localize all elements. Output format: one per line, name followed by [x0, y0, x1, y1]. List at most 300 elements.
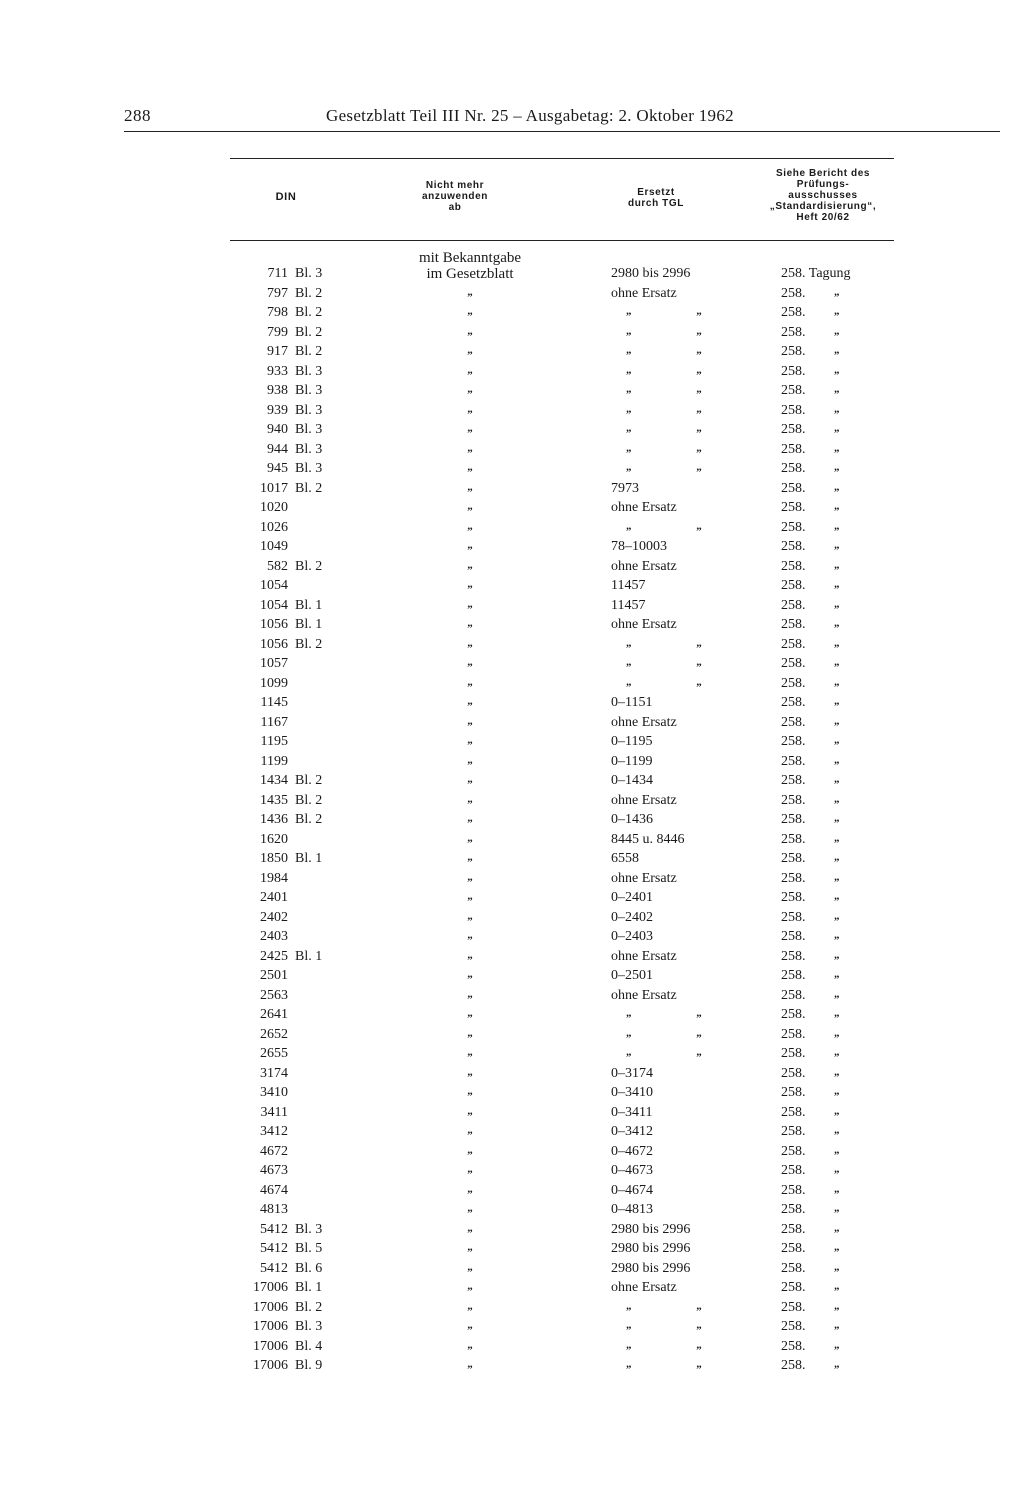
ersetzt-value: „ „ [626, 519, 733, 532]
session-value: 258. [781, 1260, 806, 1276]
ersetzt-value: 0–4674 [611, 1182, 653, 1198]
din-sheet: Bl. 1 [295, 851, 323, 866]
din-number: 4813 [260, 1202, 288, 1217]
session-ditto: „ [834, 558, 840, 571]
ersetzt-value: 0–1151 [611, 695, 653, 710]
din-sheet: Bl. 4 [295, 1338, 323, 1354]
table-row [0, 656, 1024, 676]
din-sheet: Bl. 2 [295, 344, 323, 359]
nicht-mehr-value: „ [467, 558, 473, 571]
table-row [0, 1358, 1024, 1378]
session-value: 258. [781, 968, 806, 983]
din-number: 1026 [260, 519, 288, 535]
table-row [0, 344, 1024, 364]
table-row [0, 812, 1024, 832]
ersetzt-value: „ „ [626, 1338, 733, 1351]
table-row [0, 793, 1024, 813]
ersetzt-value: 2980 bis 2996 [611, 266, 691, 281]
ersetzt-value: 0–2403 [611, 929, 653, 944]
din-sheet: Bl. 2 [295, 773, 323, 788]
session-ditto: „ [834, 1202, 840, 1214]
running-head: Gesetzblatt Teil III Nr. 25 – Ausgabetag: 2. Oktober 1962 [326, 106, 734, 125]
din-sheet: Bl. 3 [295, 1319, 323, 1334]
session-ditto: „ [834, 1085, 840, 1097]
din-number: 933 [267, 363, 288, 379]
table-row [0, 1280, 1024, 1300]
session-ditto: „ [834, 402, 840, 415]
table-row [0, 286, 1024, 306]
ersetzt-value: „ „ [626, 402, 733, 415]
session-ditto: „ [834, 500, 840, 512]
ersetzt-value: „ „ [626, 344, 733, 356]
session-ditto: „ [834, 1163, 840, 1175]
din-number: 5412 [260, 1241, 288, 1256]
ersetzt-value: ohne Ersatz [611, 285, 677, 301]
din-number: 1984 [260, 870, 288, 886]
nicht-mehr-value: „ [467, 870, 473, 883]
din-sheet: Bl. 3 [295, 363, 323, 379]
table-row [0, 598, 1024, 618]
ersetzt-value: „ „ [626, 383, 733, 395]
session-value: 258. [781, 1026, 806, 1042]
session-value: 258. [781, 480, 806, 496]
din-number: 1099 [260, 675, 288, 691]
nicht-mehr-value: „ [467, 1143, 473, 1156]
nicht-mehr-value: „ [467, 1319, 473, 1331]
session-value: 258. [781, 363, 806, 379]
din-number: 1020 [260, 500, 288, 515]
nicht-mehr-value: „ [467, 402, 473, 415]
session-ditto: „ [834, 695, 840, 707]
din-number: 1195 [260, 734, 288, 749]
din-number: 4673 [260, 1163, 288, 1178]
session-value: 258. [781, 402, 806, 418]
table-row [0, 1007, 1024, 1027]
ersetzt-value: „ „ [626, 1319, 733, 1331]
table-row [0, 1183, 1024, 1203]
session-value: 258. [781, 1241, 806, 1256]
session-ditto: „ [834, 422, 840, 434]
nicht-mehr-value: „ [467, 909, 473, 922]
ersetzt-value: 2980 bis 2996 [611, 1241, 691, 1256]
session-value: 258. [781, 461, 806, 476]
session-ditto: „ [834, 1280, 840, 1292]
nicht-mehr-value: „ [467, 812, 473, 824]
din-sheet: Bl. 1 [295, 597, 323, 613]
session-ditto: „ [834, 968, 840, 980]
session-value: 258. [781, 831, 806, 847]
nicht-mehr-value: „ [467, 773, 473, 785]
session-value: 258. [781, 1085, 806, 1100]
din-number: 2401 [260, 890, 288, 905]
nicht-mehr-value: „ [467, 1358, 473, 1370]
din-number: 3174 [260, 1065, 288, 1081]
table-row [0, 695, 1024, 715]
nicht-mehr-value: „ [467, 831, 473, 844]
din-number: 1436 [260, 812, 288, 827]
din-sheet: Bl. 2 [295, 812, 323, 827]
din-number: 5412 [260, 1221, 288, 1237]
din-number: 3412 [260, 1124, 288, 1139]
session-value: 258. [781, 1338, 806, 1354]
table-row [0, 1144, 1024, 1164]
session-value: 258. [781, 890, 806, 905]
ersetzt-value: „ „ [626, 1358, 733, 1370]
table-row [0, 364, 1024, 384]
session-value: 258. [781, 578, 806, 593]
nicht-mehr-value: „ [467, 753, 473, 766]
nicht-mehr-value: „ [467, 1202, 473, 1214]
session-ditto: „ [834, 480, 840, 493]
nicht-mehr-value: „ [467, 1085, 473, 1097]
table-row [0, 1085, 1024, 1105]
nicht-mehr-value: „ [467, 617, 473, 629]
table-row [0, 871, 1024, 891]
nicht-mehr-value: „ [467, 1241, 473, 1253]
table-row [0, 403, 1024, 423]
nicht-mehr-value: „ [467, 344, 473, 356]
table-row [0, 539, 1024, 559]
din-number: 2402 [260, 909, 288, 925]
session-value: 258. [781, 441, 806, 457]
nicht-mehr-value: im Gesetzblatt [426, 266, 514, 282]
nicht-mehr-value: „ [467, 324, 473, 337]
ersetzt-value: „ „ [626, 1026, 733, 1039]
din-number: 1054 [260, 578, 288, 593]
din-sheet: Bl. 3 [295, 441, 323, 457]
table-row [0, 442, 1024, 462]
session-ditto: „ [834, 714, 840, 727]
session-value: 258. [781, 987, 806, 1003]
nicht-mehr-value: „ [467, 500, 473, 512]
din-sheet: Bl. 2 [295, 285, 323, 301]
ersetzt-value: 6558 [611, 851, 639, 866]
nicht-mehr-value: „ [467, 1065, 473, 1078]
session-value: 258. [781, 1358, 806, 1373]
nicht-mehr-value: „ [467, 480, 473, 493]
session-ditto: „ [834, 1260, 840, 1273]
nicht-mehr-value: „ [467, 734, 473, 746]
din-number: 17006 [253, 1319, 288, 1334]
table-row [0, 617, 1024, 637]
nicht-mehr-value: „ [467, 519, 473, 532]
table-row [0, 851, 1024, 871]
din-number: 799 [267, 324, 288, 340]
din-sheet: Bl. 3 [295, 383, 323, 398]
session-value: 258. [781, 1007, 806, 1022]
session-ditto: „ [834, 383, 840, 395]
ersetzt-value: ohne Ersatz [611, 500, 677, 515]
table-row [0, 520, 1024, 540]
ersetzt-value: 0–3412 [611, 1124, 653, 1139]
nicht-mehr-value: „ [467, 441, 473, 454]
ersetzt-value: 2980 bis 2996 [611, 1221, 691, 1237]
ersetzt-value: 0–2401 [611, 890, 653, 905]
session-value: 258. Tagung [781, 266, 851, 281]
session-value: 258. [781, 1299, 806, 1315]
table-row [0, 578, 1024, 598]
din-number: 4674 [260, 1182, 288, 1198]
nicht-mehr-value: „ [467, 656, 473, 668]
din-number: 917 [267, 344, 288, 359]
nicht-mehr-value: „ [467, 1124, 473, 1136]
nicht-mehr-value: „ [467, 1338, 473, 1351]
table-row [0, 1339, 1024, 1359]
session-value: 258. [781, 1182, 806, 1198]
ersetzt-value: ohne Ersatz [611, 617, 677, 632]
din-number: 1017 [260, 480, 288, 496]
ersetzt-value: 0–1195 [611, 734, 653, 749]
ersetzt-value: 7973 [611, 480, 639, 496]
session-ditto: „ [834, 1319, 840, 1331]
session-value: 258. [781, 1202, 806, 1217]
table-row [0, 481, 1024, 501]
session-value: 258. [781, 851, 806, 866]
nicht-mehr-value: „ [467, 285, 473, 298]
din-number: 944 [267, 441, 288, 457]
nicht-mehr-value: „ [467, 383, 473, 395]
ersetzt-value: 0–4813 [611, 1202, 653, 1217]
table-row [0, 929, 1024, 949]
nicht-mehr-value: „ [467, 695, 473, 707]
table-row [0, 1163, 1024, 1183]
session-ditto: „ [834, 539, 840, 551]
column-header-din: DIN [275, 191, 297, 203]
din-number: 940 [267, 422, 288, 437]
nicht-mehr-value: „ [467, 968, 473, 980]
session-ditto: „ [834, 890, 840, 902]
nicht-mehr-value: „ [467, 675, 473, 688]
session-ditto: „ [834, 1241, 840, 1253]
session-value: 258. [781, 695, 806, 710]
session-ditto: „ [834, 929, 840, 941]
ersetzt-value: „ „ [626, 422, 733, 434]
din-sheet: Bl. 6 [295, 1260, 323, 1276]
din-sheet: Bl. 2 [295, 1299, 323, 1315]
table-row [0, 461, 1024, 481]
table-row [0, 422, 1024, 442]
ersetzt-value: „ „ [626, 324, 733, 337]
session-value: 258. [781, 519, 806, 535]
session-value: 258. [781, 1065, 806, 1081]
ersetzt-value: „ „ [626, 461, 733, 473]
session-value: 258. [781, 1124, 806, 1139]
table-row [0, 715, 1024, 735]
table-row [0, 676, 1024, 696]
din-number: 797 [267, 285, 288, 301]
nicht-mehr-value: „ [467, 948, 473, 961]
table-row [0, 1124, 1024, 1144]
din-number: 17006 [253, 1338, 288, 1354]
session-ditto: „ [834, 1007, 840, 1019]
din-number: 1049 [260, 539, 288, 554]
session-ditto: „ [834, 1104, 840, 1117]
ersetzt-value: 0–3410 [611, 1085, 653, 1100]
session-value: 258. [781, 870, 806, 886]
ersetzt-value: 0–3411 [611, 1104, 653, 1120]
session-value: 258. [781, 714, 806, 730]
nicht-mehr-value: „ [467, 1026, 473, 1039]
session-ditto: „ [834, 1124, 840, 1136]
session-ditto: „ [834, 831, 840, 844]
din-number: 1167 [260, 714, 288, 730]
din-number: 938 [267, 383, 288, 398]
ersetzt-value: ohne Ersatz [611, 1280, 677, 1295]
nicht-mehr-value: „ [467, 1182, 473, 1195]
session-value: 258. [781, 1046, 806, 1061]
session-value: 258. [781, 929, 806, 944]
session-ditto: „ [834, 948, 840, 961]
din-number: 798 [267, 305, 288, 320]
session-ditto: „ [834, 597, 840, 610]
session-value: 258. [781, 558, 806, 574]
nicht-mehr-value: „ [467, 890, 473, 902]
ersetzt-value: „ „ [626, 656, 733, 668]
table-row [0, 325, 1024, 345]
session-value: 258. [781, 422, 806, 437]
ersetzt-value: „ „ [626, 1046, 733, 1058]
table-top-rule [230, 158, 894, 159]
session-ditto: „ [834, 324, 840, 337]
session-ditto: „ [834, 1026, 840, 1039]
din-number: 4672 [260, 1143, 288, 1159]
nicht-mehr-value: „ [467, 1046, 473, 1058]
din-number: 2641 [260, 1007, 288, 1022]
table-row [0, 949, 1024, 969]
table-row [0, 1046, 1024, 1066]
session-value: 258. [781, 753, 806, 769]
session-ditto: „ [834, 753, 840, 766]
session-ditto: „ [834, 675, 840, 688]
ersetzt-value: ohne Ersatz [611, 558, 677, 574]
session-ditto: „ [834, 1065, 840, 1078]
session-ditto: „ [834, 363, 840, 376]
din-number: 17006 [253, 1358, 288, 1373]
session-value: 258. [781, 1319, 806, 1334]
column-header-ersetzt: Ersetzt durch TGL [628, 187, 684, 209]
session-value: 258. [781, 773, 806, 788]
first-line-ab: mit Bekanntgabe [418, 250, 522, 266]
session-ditto: „ [834, 1299, 840, 1312]
table-row [0, 305, 1024, 325]
session-ditto: „ [834, 285, 840, 298]
nicht-mehr-value: „ [467, 597, 473, 610]
ersetzt-value: „ „ [626, 1299, 733, 1312]
session-value: 258. [781, 909, 806, 925]
din-number: 2655 [260, 1046, 288, 1061]
session-value: 258. [781, 734, 806, 749]
table-row [0, 734, 1024, 754]
session-ditto: „ [834, 870, 840, 883]
ersetzt-value: ohne Ersatz [611, 948, 677, 964]
session-value: 258. [781, 539, 806, 554]
session-value: 258. [781, 1163, 806, 1178]
session-ditto: „ [834, 1221, 840, 1234]
session-ditto: „ [834, 1046, 840, 1058]
session-ditto: „ [834, 1338, 840, 1351]
nicht-mehr-value: „ [467, 422, 473, 434]
din-sheet: Bl. 5 [295, 1241, 323, 1256]
din-number: 2425 [260, 948, 288, 964]
nicht-mehr-value: „ [467, 714, 473, 727]
din-number: 2563 [260, 987, 288, 1003]
din-number: 1434 [260, 773, 288, 788]
ersetzt-value: ohne Ersatz [611, 714, 677, 730]
session-ditto: „ [834, 1358, 840, 1370]
nicht-mehr-value: „ [467, 1163, 473, 1175]
table-row [0, 832, 1024, 852]
din-sheet: Bl. 3 [295, 422, 323, 437]
din-number: 1056 [260, 617, 288, 632]
din-number: 711 [267, 266, 288, 281]
table-row [0, 637, 1024, 657]
din-sheet: Bl. 2 [295, 558, 323, 574]
din-number: 945 [267, 461, 288, 476]
nicht-mehr-value: „ [467, 987, 473, 1000]
session-ditto: „ [834, 441, 840, 454]
table-row [0, 1027, 1024, 1047]
session-ditto: „ [834, 792, 840, 805]
table-row [0, 383, 1024, 403]
session-value: 258. [781, 792, 806, 808]
table-row [0, 1202, 1024, 1222]
nicht-mehr-value: „ [467, 539, 473, 551]
session-ditto: „ [834, 909, 840, 922]
session-ditto: „ [834, 1182, 840, 1195]
din-number: 2652 [260, 1026, 288, 1042]
din-number: 17006 [253, 1280, 288, 1295]
ersetzt-value: „ „ [626, 363, 733, 376]
column-header-bericht: Siehe Bericht des Prüfungs- ausschusses „Standardisierung“, Heft 20/62 [769, 168, 877, 223]
din-sheet: Bl. 3 [295, 402, 323, 418]
ersetzt-value: 0–2402 [611, 909, 653, 925]
nicht-mehr-value: „ [467, 1280, 473, 1292]
header-rule [124, 131, 1000, 132]
table-row [0, 559, 1024, 579]
session-ditto: „ [834, 617, 840, 629]
din-number: 1199 [260, 753, 288, 769]
session-value: 258. [781, 656, 806, 671]
nicht-mehr-value: „ [467, 1260, 473, 1273]
din-sheet: Bl. 9 [295, 1358, 323, 1373]
ersetzt-value: „ „ [626, 305, 733, 317]
din-number: 1056 [260, 636, 288, 652]
session-ditto: „ [834, 773, 840, 785]
session-ditto: „ [834, 812, 840, 824]
session-ditto: „ [834, 305, 840, 317]
nicht-mehr-value: „ [467, 1007, 473, 1019]
session-value: 258. [781, 324, 806, 340]
din-sheet: Bl. 2 [295, 636, 323, 652]
din-number: 1850 [260, 851, 288, 866]
session-ditto: „ [834, 636, 840, 649]
session-ditto: „ [834, 851, 840, 863]
session-value: 258. [781, 344, 806, 359]
session-value: 258. [781, 617, 806, 632]
column-header-nicht-mehr: Nicht mehr anzuwenden ab [421, 180, 488, 213]
session-value: 258. [781, 383, 806, 398]
din-sheet: Bl. 1 [295, 1280, 323, 1295]
nicht-mehr-value: „ [467, 792, 473, 805]
din-sheet: Bl. 2 [295, 792, 323, 808]
ersetzt-value: ohne Ersatz [611, 987, 677, 1003]
session-value: 258. [781, 812, 806, 827]
session-value: 258. [781, 1104, 806, 1120]
session-ditto: „ [834, 656, 840, 668]
ersetzt-value: 0–1199 [611, 753, 653, 769]
table-row [0, 890, 1024, 910]
din-number: 1435 [260, 792, 288, 808]
